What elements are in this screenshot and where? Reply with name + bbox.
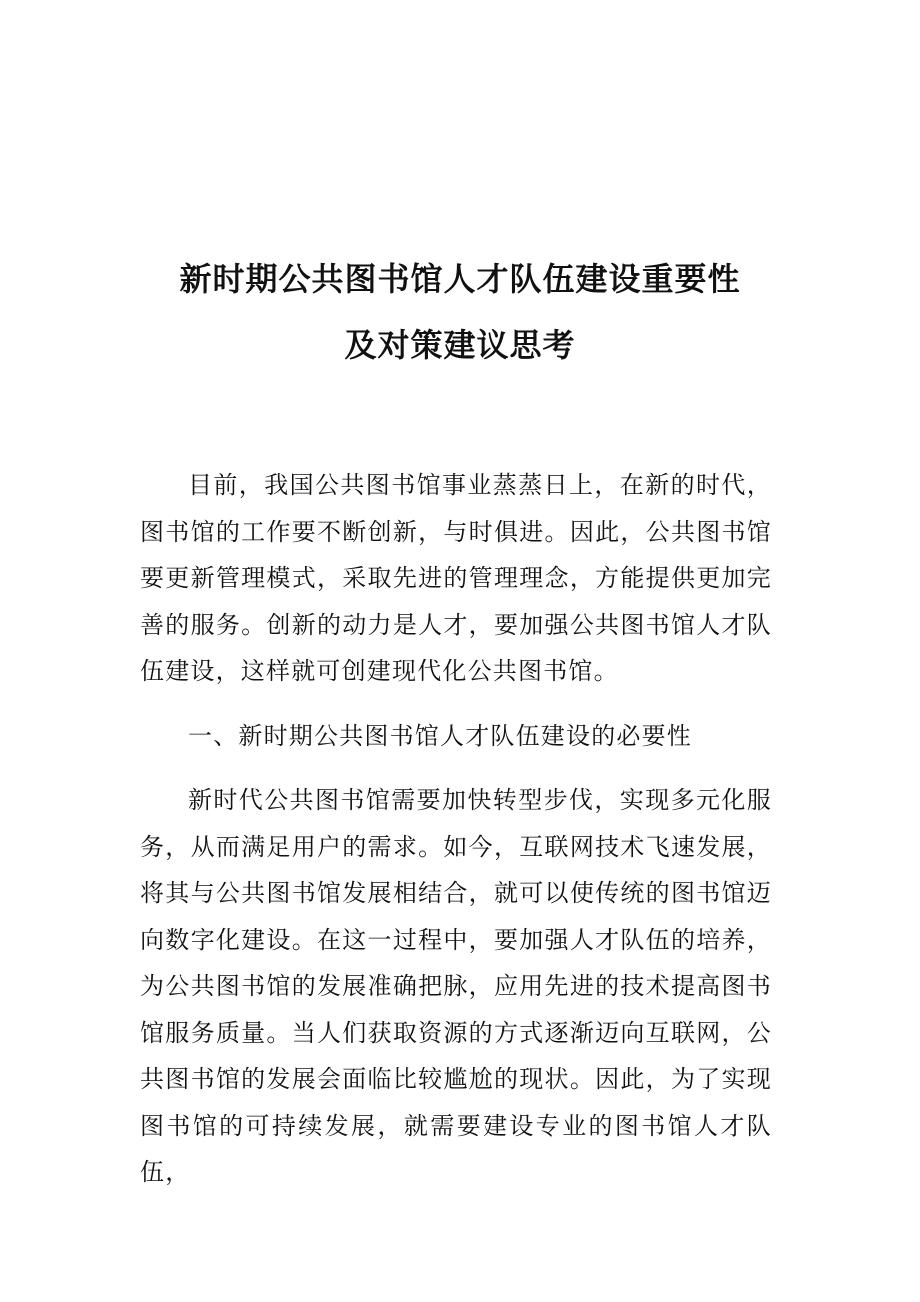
section-heading: 一、新时期公共图书馆人才队伍建设的必要性 xyxy=(188,721,692,750)
document-body xyxy=(140,462,772,1196)
document-title xyxy=(0,246,920,378)
title-line-1: 新时期公共图书馆人才队伍建设重要性 xyxy=(179,260,741,298)
intro-paragraph: 目前，我国公共图书馆事业蒸蒸日上，在新的时代，图书馆的工作要不断创新，与时俱进。因此，公共图书馆要更新管理模式，采取先进的管理理念，方能提供更加完善的服务。创新的动力是人才，要加强公共图书馆人才队伍建设，这样就可创建现代化公共图书馆。 xyxy=(140,471,772,685)
title-line-2: 及对策建议思考 xyxy=(344,326,576,364)
section-paragraph: 新时代公共图书馆需要加快转型步伐，实现多元化服务，从而满足用户的需求。如今，互联网技术飞速发展，将其与公共图书馆发展相结合，就可以使传统的图书馆迈向数字化建设。在这一过程中，要加强人才队伍的培养，为公共图书馆的发展准确把脉，应用先进的技术提高图书馆服务质量。当人们获取资源的方式逐渐迈向互联网，公共图书馆的发展会面临比较尴尬的现状。因此，为了实现图书馆的可持续发展，就需要建设专业的图书馆人才队伍， xyxy=(140,786,772,1186)
